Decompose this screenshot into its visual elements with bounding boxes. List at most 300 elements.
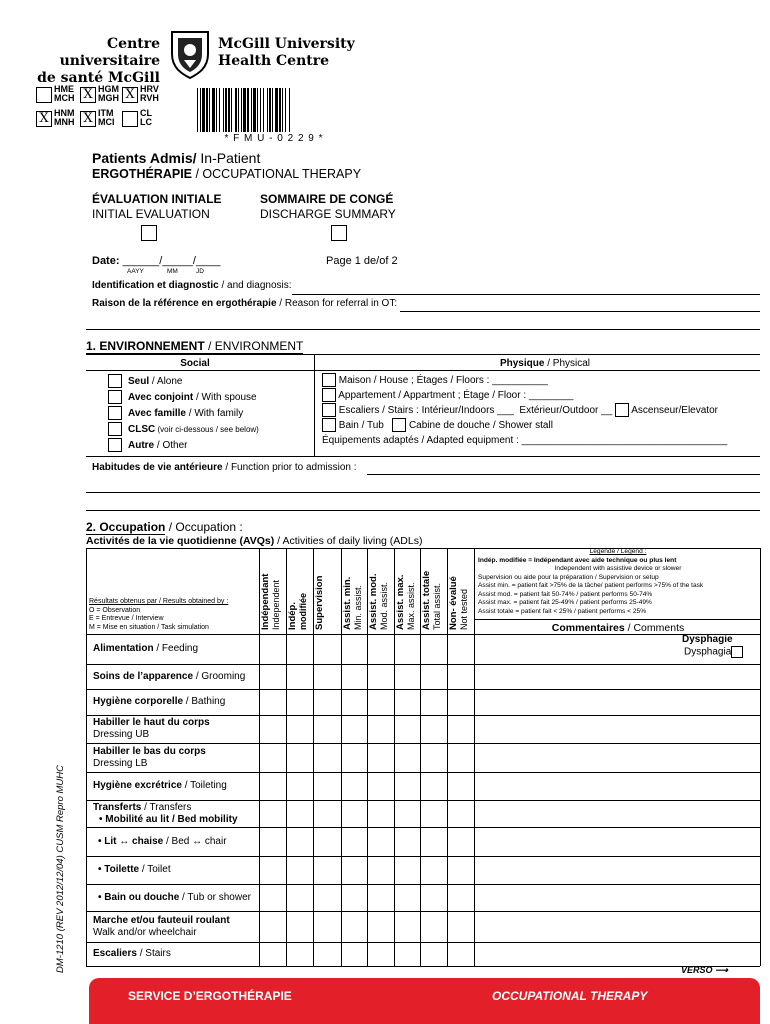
score-cell[interactable] bbox=[342, 885, 366, 910]
score-cell[interactable] bbox=[287, 943, 312, 965]
score-cell[interactable] bbox=[368, 716, 393, 742]
score-cell[interactable] bbox=[368, 635, 393, 663]
social-item bbox=[108, 390, 259, 406]
prior-line-3[interactable] bbox=[86, 510, 760, 511]
score-cell[interactable] bbox=[448, 716, 473, 742]
elevator-label: Ascenseur/Elevator bbox=[631, 405, 718, 416]
barcode-bar bbox=[272, 88, 273, 132]
adl-column-header bbox=[369, 552, 392, 630]
score-cell[interactable] bbox=[368, 943, 393, 965]
barcode-bar bbox=[219, 88, 220, 132]
house-checkbox[interactable] bbox=[322, 373, 336, 387]
comment-cell[interactable] bbox=[475, 716, 759, 742]
comment-cell[interactable] bbox=[475, 828, 759, 855]
site-checkbox[interactable] bbox=[122, 111, 138, 127]
score-cell[interactable] bbox=[260, 690, 285, 714]
comment-cell[interactable] bbox=[475, 912, 759, 941]
score-cell[interactable] bbox=[448, 665, 473, 688]
score-cell[interactable] bbox=[287, 690, 312, 714]
score-cell[interactable] bbox=[287, 857, 312, 883]
score-cell[interactable] bbox=[342, 773, 366, 799]
score-cell[interactable] bbox=[314, 635, 340, 663]
elevator-checkbox[interactable] bbox=[615, 403, 629, 417]
site-label: HRV RVH bbox=[140, 84, 159, 103]
row-label-fr: • Toilette bbox=[98, 864, 140, 875]
score-cell[interactable] bbox=[368, 744, 393, 771]
subtitle-fr: ERGOTHÉRAPIE bbox=[92, 167, 193, 181]
score-cell[interactable] bbox=[368, 773, 393, 799]
row-label-en: / Bed ↔ chair bbox=[163, 835, 227, 847]
score-cell[interactable] bbox=[260, 716, 285, 742]
score-cell[interactable] bbox=[287, 635, 312, 663]
site-checkbox[interactable]: X bbox=[122, 87, 138, 103]
footer-left: SERVICE D’ERGOTHÉRAPIE bbox=[128, 989, 292, 1003]
barcode-bar bbox=[202, 88, 205, 132]
adl-label-en: / Activities of daily living (ADLs) bbox=[274, 535, 423, 547]
reason-referral-line-1[interactable] bbox=[400, 311, 760, 312]
score-cell[interactable] bbox=[395, 690, 419, 714]
score-cell[interactable] bbox=[314, 801, 340, 826]
row-label-fr: Transferts bbox=[93, 801, 142, 813]
score-cell[interactable] bbox=[448, 857, 473, 883]
column-label-fr: Assist. totale bbox=[421, 570, 432, 630]
score-cell[interactable] bbox=[448, 690, 473, 714]
verso-text: VERSO ⟶ bbox=[681, 965, 728, 975]
score-cell[interactable] bbox=[368, 690, 393, 714]
score-cell[interactable] bbox=[395, 744, 419, 771]
score-cell[interactable] bbox=[395, 912, 419, 941]
comment-cell[interactable] bbox=[475, 773, 759, 799]
score-cell[interactable] bbox=[448, 801, 473, 826]
prior-label-en: / Function prior to admission : bbox=[222, 462, 357, 473]
row-label-fr: Marche et/ou fauteuil roulant bbox=[93, 914, 230, 926]
social-label-en: / Alone bbox=[149, 376, 183, 387]
environment-header-rule bbox=[86, 370, 760, 371]
score-cell[interactable] bbox=[260, 665, 285, 688]
row-label-fr: Escaliers bbox=[93, 948, 137, 959]
page-title bbox=[92, 150, 260, 166]
barcode-bar bbox=[216, 88, 217, 132]
comments-fr: Commentaires bbox=[551, 622, 625, 634]
score-cell[interactable] bbox=[260, 857, 285, 883]
site-label: HME MCH bbox=[54, 84, 75, 103]
adl-row-label bbox=[93, 746, 206, 770]
column-label-fr: Non- évalué bbox=[448, 576, 459, 630]
outdoor-label: Extérieur/Outdoor __ bbox=[519, 405, 613, 416]
barcode-bar bbox=[289, 88, 290, 132]
reason-referral-line-2[interactable] bbox=[86, 329, 760, 330]
score-cell[interactable] bbox=[287, 912, 312, 941]
occ-heading-en: / Occupation : bbox=[165, 520, 243, 534]
barcode-bar bbox=[238, 88, 239, 132]
row-label-en: / Tub or shower bbox=[179, 891, 251, 903]
date-hint-month: MM bbox=[167, 268, 178, 275]
stairs-checkbox[interactable] bbox=[322, 403, 336, 417]
legend-title: Légende / Legend : bbox=[589, 548, 647, 555]
initial-evaluation-checkbox[interactable] bbox=[141, 225, 157, 241]
score-cell[interactable] bbox=[260, 744, 285, 771]
score-cell[interactable] bbox=[368, 912, 393, 941]
page-number: Page 1 de/of 2 bbox=[326, 255, 398, 267]
barcode-bar bbox=[231, 88, 232, 132]
adl-column-header bbox=[449, 552, 472, 630]
row-label-fr: Habiller le bas du corps bbox=[93, 745, 206, 757]
verso-label bbox=[681, 965, 728, 976]
phys-row-stairs bbox=[322, 403, 762, 418]
site-label: ITM MCI bbox=[98, 108, 115, 127]
prior-label-fr: Habitudes de vie antérieure bbox=[92, 462, 223, 473]
score-cell[interactable] bbox=[314, 744, 340, 771]
results-e: E = Entrevue / Interview bbox=[89, 615, 164, 622]
ident-diagnosis-line[interactable] bbox=[292, 294, 760, 295]
social-item bbox=[108, 406, 259, 422]
social-label-en: / With spouse bbox=[193, 392, 257, 403]
score-cell[interactable] bbox=[395, 773, 419, 799]
score-cell[interactable] bbox=[368, 665, 393, 688]
score-cell[interactable] bbox=[421, 801, 446, 826]
score-cell[interactable] bbox=[287, 716, 312, 742]
dysphagia-en bbox=[684, 646, 743, 658]
adl-row-label bbox=[93, 915, 230, 939]
score-cell[interactable] bbox=[287, 773, 312, 799]
barcode-bar bbox=[275, 88, 278, 132]
grid-row-line bbox=[86, 966, 760, 967]
row-label-en: / Stairs bbox=[136, 948, 171, 959]
equipment-label: Équipements adaptés / Adapted equipment : _____________________________________ bbox=[322, 435, 728, 446]
social-item bbox=[108, 438, 259, 454]
score-cell[interactable] bbox=[287, 828, 312, 855]
title-inpatient-en: In-Patient bbox=[196, 150, 261, 166]
row-label-en: / Toilet bbox=[139, 864, 171, 875]
dysphagia-checkbox[interactable] bbox=[731, 646, 743, 658]
score-cell[interactable] bbox=[395, 885, 419, 910]
score-cell[interactable] bbox=[260, 773, 285, 799]
tub-checkbox[interactable] bbox=[322, 418, 336, 432]
barcode-bar bbox=[223, 88, 224, 132]
row-label-en: / Feeding bbox=[153, 643, 199, 654]
tub-label: Bain / Tub bbox=[338, 420, 384, 431]
score-cell[interactable] bbox=[421, 885, 446, 910]
prior-line-2[interactable] bbox=[86, 492, 760, 493]
score-cell[interactable] bbox=[448, 912, 473, 941]
score-cell[interactable] bbox=[448, 943, 473, 965]
score-cell[interactable] bbox=[287, 801, 312, 826]
social-label-en: (voir ci-dessous / see below) bbox=[155, 425, 259, 434]
score-cell[interactable] bbox=[368, 857, 393, 883]
column-label-fr: Supervision bbox=[314, 575, 325, 630]
site-checkbox[interactable]: X bbox=[80, 87, 96, 103]
barcode-bar bbox=[225, 88, 227, 132]
phys-row-house bbox=[322, 373, 762, 388]
score-cell[interactable] bbox=[314, 885, 340, 910]
adl-row-label bbox=[93, 948, 171, 960]
score-cell[interactable] bbox=[395, 828, 419, 855]
grid-column-line bbox=[86, 548, 87, 966]
adl-row-label bbox=[98, 836, 227, 848]
barcode-bar bbox=[235, 88, 237, 132]
adl-row-label bbox=[93, 643, 198, 655]
column-label-fr: Indép. bbox=[287, 602, 298, 630]
adl-row-label bbox=[93, 671, 245, 683]
legend-line-4: Assist min. = patient fait >75% de la tâche/ patient performs >75% of the task bbox=[478, 582, 704, 589]
score-cell[interactable] bbox=[342, 665, 366, 688]
social-label-fr: CLSC bbox=[128, 424, 156, 435]
score-cell[interactable] bbox=[368, 828, 393, 855]
dysphagia-en-label: Dysphagia bbox=[684, 646, 732, 658]
date-blank: ______/_____/____ bbox=[119, 255, 221, 267]
social-item bbox=[108, 422, 259, 438]
score-cell[interactable] bbox=[395, 801, 419, 826]
barcode-bar bbox=[260, 88, 261, 132]
barcode-bar bbox=[206, 88, 208, 132]
barcode-bar bbox=[251, 88, 252, 132]
eval-label-en: INITIAL EVALUATION bbox=[92, 207, 210, 221]
column-label-fr: Assist. mod. bbox=[368, 573, 379, 630]
row-label-fr: Habiller le haut du corps bbox=[93, 717, 210, 728]
score-cell[interactable] bbox=[314, 857, 340, 883]
prior-function-label bbox=[92, 462, 357, 473]
results-title: Résultats obtenus par / Results obtained by : bbox=[89, 598, 229, 605]
date-field[interactable] bbox=[92, 255, 220, 267]
legend-line-1: Indép. modifiée = Indépendant avec aide technique ou plus lent bbox=[478, 556, 677, 564]
environment-heading bbox=[86, 339, 303, 354]
score-cell[interactable] bbox=[421, 635, 446, 663]
date-hint-year: AAYY bbox=[127, 268, 144, 275]
summary-label-fr: SOMMAIRE DE CONGÉ bbox=[260, 192, 394, 206]
comment-cell[interactable] bbox=[475, 690, 759, 714]
comment-cell[interactable] bbox=[475, 801, 759, 826]
score-cell[interactable] bbox=[314, 912, 340, 941]
mcgill-crest-icon bbox=[168, 28, 212, 80]
adl-column-header bbox=[261, 552, 284, 630]
row-label-fr: Soins de l’apparence bbox=[93, 670, 194, 682]
scoring-legend bbox=[478, 548, 758, 616]
score-cell[interactable] bbox=[287, 744, 312, 771]
adl-label-fr: Activités de la vie quotidienne (AVQs) bbox=[86, 535, 275, 547]
score-cell[interactable] bbox=[260, 943, 285, 965]
score-cell[interactable] bbox=[314, 690, 340, 714]
score-cell[interactable] bbox=[342, 635, 366, 663]
score-cell[interactable] bbox=[342, 857, 366, 883]
score-cell[interactable] bbox=[287, 885, 312, 910]
score-cell[interactable] bbox=[448, 744, 473, 771]
score-cell[interactable] bbox=[448, 828, 473, 855]
score-cell[interactable] bbox=[421, 912, 446, 941]
score-cell[interactable] bbox=[314, 716, 340, 742]
score-cell[interactable] bbox=[314, 828, 340, 855]
physical-header-en: / Physical bbox=[544, 358, 591, 369]
comment-cell[interactable] bbox=[475, 744, 759, 771]
score-cell[interactable] bbox=[421, 943, 446, 965]
site-checkbox[interactable]: X bbox=[80, 111, 96, 127]
adl-column-header bbox=[422, 552, 445, 630]
score-cell[interactable] bbox=[421, 665, 446, 688]
phys-row-bath bbox=[322, 418, 762, 433]
social-label-fr: Avec conjoint bbox=[128, 392, 194, 403]
legend-rule bbox=[474, 619, 760, 620]
site-checkbox[interactable]: X bbox=[36, 111, 52, 127]
social-checkbox[interactable] bbox=[108, 422, 122, 436]
score-cell[interactable] bbox=[314, 665, 340, 688]
barcode-bar bbox=[267, 88, 268, 132]
column-label-en: Mod. assist. bbox=[379, 581, 389, 630]
title-inpatient-fr: Patients Admis/ bbox=[92, 150, 197, 166]
score-cell[interactable] bbox=[260, 801, 285, 826]
comments-en: / Comments bbox=[624, 622, 685, 634]
reason-label-en: / Reason for referral in OT: bbox=[276, 298, 398, 309]
logo-left-line2: de santé McGill bbox=[37, 70, 160, 86]
row-label-fr: Alimentation bbox=[93, 643, 154, 654]
score-cell[interactable] bbox=[395, 857, 419, 883]
site-label: HNM MNH bbox=[54, 108, 75, 127]
comment-cell[interactable] bbox=[475, 857, 759, 883]
barcode-bar bbox=[282, 88, 283, 132]
dysphagia-fr: Dysphagie bbox=[682, 634, 733, 645]
column-label-en: Not tested bbox=[459, 588, 469, 630]
adl-row-label bbox=[98, 864, 171, 876]
column-label-fr: Indépendant bbox=[260, 573, 271, 630]
site-selector bbox=[36, 85, 186, 135]
score-cell[interactable] bbox=[421, 828, 446, 855]
row-label-en: / Grooming bbox=[193, 670, 246, 682]
barcode-bar bbox=[279, 88, 281, 132]
environment-top-rule bbox=[86, 354, 760, 355]
legend-line-3: Supervision ou aide pour la préparation / Supervision or setup bbox=[478, 573, 659, 581]
column-label-en: modifiée bbox=[298, 592, 308, 630]
score-cell[interactable] bbox=[314, 943, 340, 965]
discharge-summary-checkbox[interactable] bbox=[331, 225, 347, 241]
score-cell[interactable] bbox=[421, 773, 446, 799]
env-heading-fr: 1. ENVIRONNEMENT bbox=[86, 339, 205, 353]
barcode-bar bbox=[285, 88, 286, 132]
logo-right-text bbox=[218, 36, 358, 70]
score-cell[interactable] bbox=[368, 801, 393, 826]
row-label-en: Walk and/or wheelchair bbox=[93, 926, 197, 938]
column-label-fr: Assist. max. bbox=[395, 574, 406, 630]
score-cell[interactable] bbox=[342, 716, 366, 742]
score-cell[interactable] bbox=[395, 665, 419, 688]
social-label-fr: Autre bbox=[128, 440, 155, 451]
score-cell[interactable] bbox=[342, 828, 366, 855]
score-cell[interactable] bbox=[342, 690, 366, 714]
barcode-bar bbox=[257, 88, 258, 132]
score-cell[interactable] bbox=[342, 801, 366, 826]
logo-left-text bbox=[30, 36, 160, 87]
row-label-en: Dressing UB bbox=[93, 729, 150, 740]
score-cell[interactable] bbox=[421, 857, 446, 883]
environment-divider bbox=[314, 354, 315, 457]
stairs-label: Escaliers / Stairs : Intérieur/Indoors ___ bbox=[338, 405, 514, 416]
reason-label-fr: Raison de la référence en ergothérapie bbox=[92, 298, 277, 309]
ident-label-en: / and diagnosis: bbox=[218, 280, 292, 291]
occ-heading-fr: 2. Occupation bbox=[86, 520, 166, 534]
score-cell[interactable] bbox=[421, 716, 446, 742]
comments-header bbox=[478, 622, 758, 634]
logo-right-line2: Health Centre bbox=[218, 53, 330, 69]
row-label-fr: Hygiène corporelle bbox=[93, 696, 184, 707]
score-cell[interactable] bbox=[395, 635, 419, 663]
social-header: Social bbox=[180, 358, 210, 369]
adl-label bbox=[86, 535, 422, 547]
footer-right: OCCUPATIONAL THERAPY bbox=[492, 989, 648, 1003]
score-cell[interactable] bbox=[342, 912, 366, 941]
legend-line-5: Assist mod. = patient fait 50-74% / patient performs 50-74% bbox=[478, 590, 653, 598]
score-cell[interactable] bbox=[395, 716, 419, 742]
social-checkbox[interactable] bbox=[108, 406, 122, 420]
barcode-text: * F M U - 0 2 2 9 * bbox=[224, 133, 324, 144]
adl-row-label bbox=[98, 892, 251, 904]
row-sublabel: • Mobilité au lit / Bed mobility bbox=[99, 813, 238, 825]
apartment-label: Appartement / Appartment ; Étage / Floor : ________ bbox=[338, 390, 574, 401]
subtitle-en: / OCCUPATIONAL THERAPY bbox=[192, 167, 362, 181]
barcode-bar bbox=[241, 88, 242, 132]
comment-cell[interactable] bbox=[475, 943, 759, 965]
row-label-en: Dressing LB bbox=[93, 757, 148, 769]
score-cell[interactable] bbox=[448, 885, 473, 910]
score-cell[interactable] bbox=[260, 912, 285, 941]
phys-row-apartment bbox=[322, 388, 762, 403]
results-m: M = Mise en situation / Task simulation bbox=[89, 623, 209, 631]
score-cell[interactable] bbox=[260, 635, 285, 663]
physical-header-fr: Physique bbox=[499, 358, 545, 369]
phys-row-equipment bbox=[322, 433, 762, 448]
score-cell[interactable] bbox=[342, 943, 366, 965]
shower-checkbox[interactable] bbox=[392, 418, 406, 432]
physical-list bbox=[322, 373, 762, 448]
row-label-en: / Toileting bbox=[181, 780, 227, 791]
apartment-checkbox[interactable] bbox=[322, 388, 336, 402]
barcode-bar bbox=[247, 88, 249, 132]
site-checkbox[interactable] bbox=[36, 87, 52, 103]
score-cell[interactable] bbox=[314, 773, 340, 799]
summary-label-en: DISCHARGE SUMMARY bbox=[260, 207, 396, 221]
social-checkbox[interactable] bbox=[108, 438, 122, 452]
social-label-en: / With family bbox=[186, 408, 244, 419]
row-label-fr: • Lit ↔ chaise bbox=[98, 835, 164, 847]
score-cell[interactable] bbox=[342, 744, 366, 771]
score-cell[interactable] bbox=[421, 690, 446, 714]
prior-line-1[interactable] bbox=[367, 474, 760, 475]
adl-row-label bbox=[93, 696, 225, 708]
score-cell[interactable] bbox=[260, 885, 285, 910]
barcode-bar bbox=[200, 88, 201, 132]
site-label: CL LC bbox=[140, 108, 152, 127]
shower-label: Cabine de douche / Shower stall bbox=[408, 420, 553, 431]
score-cell[interactable] bbox=[421, 744, 446, 771]
score-cell[interactable] bbox=[368, 885, 393, 910]
barcode bbox=[195, 88, 353, 132]
ident-diagnosis-label bbox=[92, 280, 292, 291]
env-heading-en: / ENVIRONMENT bbox=[204, 339, 304, 353]
row-label-en: / Transfers bbox=[141, 801, 192, 813]
score-cell[interactable] bbox=[260, 828, 285, 855]
grid-column-line bbox=[760, 548, 761, 966]
score-cell[interactable] bbox=[395, 943, 419, 965]
occupation-heading bbox=[86, 520, 243, 534]
adl-row-label bbox=[93, 802, 238, 826]
social-checkbox[interactable] bbox=[108, 390, 122, 404]
score-cell[interactable] bbox=[448, 773, 473, 799]
barcode-bar bbox=[197, 88, 198, 132]
score-cell[interactable] bbox=[448, 635, 473, 663]
comment-cell[interactable] bbox=[475, 665, 759, 688]
social-label-en: / Other bbox=[154, 440, 188, 451]
row-label-en: / Bathing bbox=[183, 696, 226, 707]
barcode-bar bbox=[228, 88, 230, 132]
comment-cell[interactable] bbox=[475, 885, 759, 910]
score-cell[interactable] bbox=[287, 665, 312, 688]
social-checkbox[interactable] bbox=[108, 374, 122, 388]
